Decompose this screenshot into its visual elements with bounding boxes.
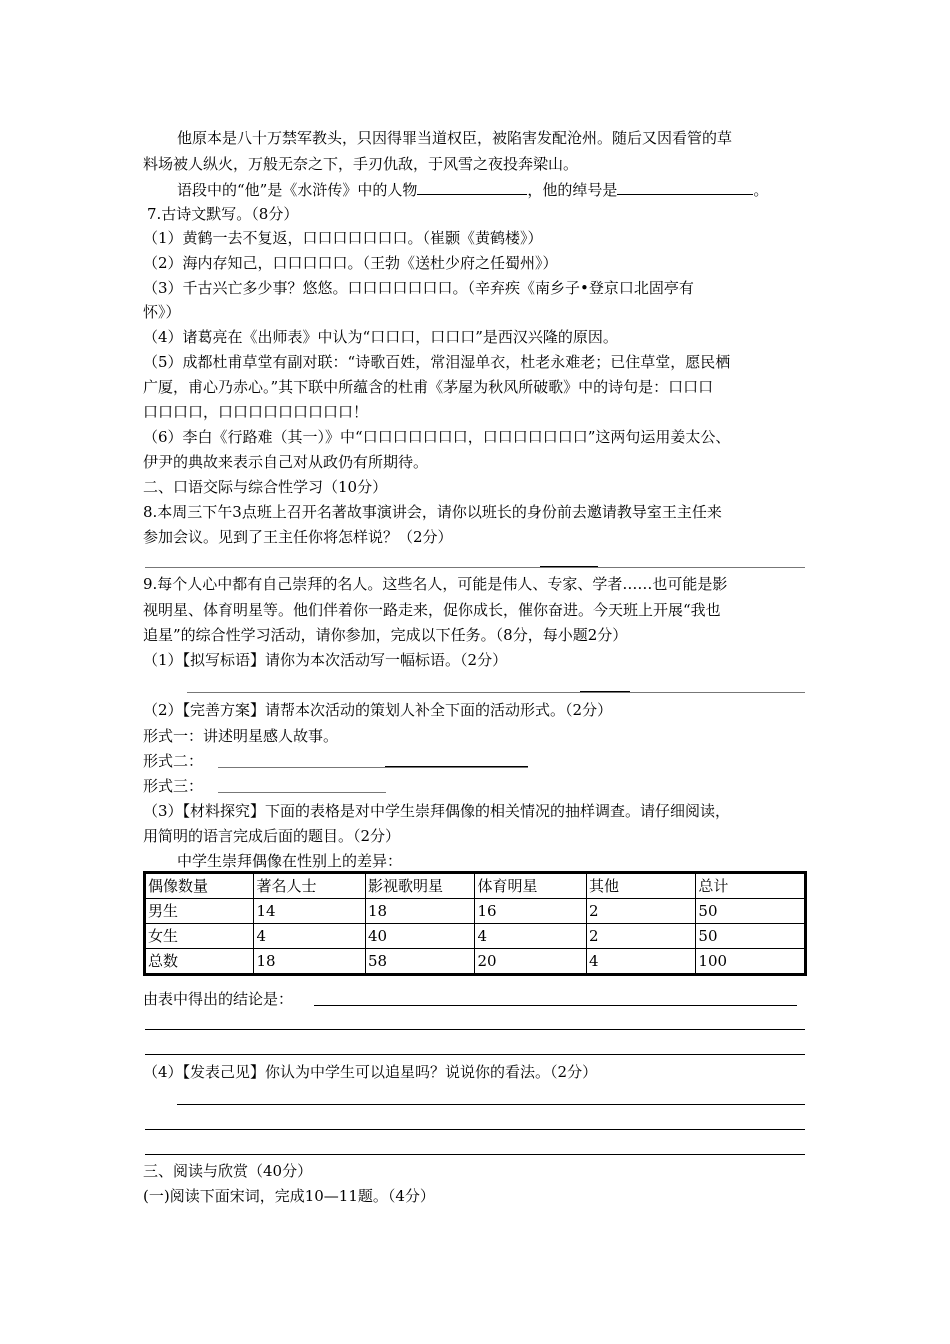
sub-question: （1）【拟写标语】请你为本次活动写一幅标语。（2分） <box>143 651 508 669</box>
table-cell: 16 <box>475 899 586 924</box>
table-cell: 2 <box>586 924 695 949</box>
table-cell: 40 <box>365 924 475 949</box>
table-header-cell: 体育明星 <box>475 873 586 899</box>
question-line: 参加会议。见到了王主任你将怎样说？（2分） <box>143 528 453 546</box>
question-line: 8.本周三下午3点班上召开名著故事演讲会，请你以班长的身份前去邀请教导室王主任来 <box>143 503 722 521</box>
question-item: （3）千古兴亡多少事？悠悠。口口口口口口口。（辛弃疾《南乡子•登京口北固亭有 <box>143 279 694 297</box>
question-item: 口口口口，口口口口口口口口口！ <box>143 403 369 421</box>
answer-line[interactable] <box>145 567 805 568</box>
question-item: 伊尹的典故来表示自己对从政仍有所期待。 <box>143 453 429 471</box>
answer-line-fragment <box>540 566 598 567</box>
table-cell: 14 <box>254 899 365 924</box>
table-cell: 男生 <box>145 899 254 924</box>
table-cell: 100 <box>696 949 806 975</box>
question-item: （6）李白《行路难（其一）》中“口口口口口口口，口口口口口口口”这两句运用姜太公、 <box>143 428 731 446</box>
table-header-cell: 其他 <box>586 873 695 899</box>
question-item: （4）诸葛亮在《出师表》中认为“口口口，口口口”是西汉兴隆的原因。 <box>143 328 618 346</box>
table-cell: 总数 <box>145 949 254 975</box>
table-header-cell: 总计 <box>696 873 806 899</box>
section-3-title: 三、阅读与欣赏（40分） <box>143 1162 313 1180</box>
question-title: 7.古诗文默写。（8分） <box>147 205 299 223</box>
passage-question <box>177 180 768 200</box>
table-cell: 2 <box>586 899 695 924</box>
question-item: （1）黄鹤一去不复返，口口口口口口口。（崔颢《黄鹤楼》） <box>143 229 543 247</box>
question-suffix: 。 <box>753 181 769 199</box>
section-3-subtitle: (一)阅读下面宋词，完成10—11题。（4分） <box>143 1187 435 1205</box>
table-header-cell: 著名人士 <box>254 873 365 899</box>
passage-line: 料场被人纵火，万般无奈之下，手刃仇敌，于风雪之夜投奔梁山。 <box>143 155 579 173</box>
answer-line-fragment <box>385 766 528 767</box>
answer-line-conclusion[interactable] <box>145 1054 805 1055</box>
survey-table <box>143 871 807 976</box>
answer-line-conclusion[interactable] <box>314 1005 797 1006</box>
activity-form: 形式二： <box>143 752 204 770</box>
activity-form: 形式一：讲述明星感人故事。 <box>143 727 339 745</box>
table-cell: 18 <box>254 949 365 975</box>
question-line: 追星”的综合性学习活动，请你参加，完成以下任务。（8分，每小题2分） <box>143 626 628 644</box>
sub-question: （2）【完善方案】请帮本次活动的策划人补全下面的活动形式。（2分） <box>143 701 613 719</box>
table-header-cell: 偶像数量 <box>145 873 254 899</box>
answer-blank-character[interactable] <box>417 180 527 195</box>
answer-line-form2[interactable] <box>218 767 528 768</box>
sub-question: 用简明的语言完成后面的题目。（2分） <box>143 827 401 845</box>
question-line: 视明星、体育明星等。他们伴着你一路走来，促你成长，催你奋进。今天班上开展“我也 <box>143 601 721 619</box>
answer-line-opinion[interactable] <box>145 1154 805 1155</box>
activity-form: 形式三： <box>143 777 204 795</box>
answer-line-form3[interactable] <box>218 792 386 793</box>
question-middle: ，他的绰号是 <box>527 181 618 199</box>
table-cell: 50 <box>696 899 806 924</box>
answer-line-fragment <box>580 691 630 692</box>
question-item: （2）海内存知己，口口口口口。（王勃《送杜少府之任蜀州》） <box>143 254 558 272</box>
table-caption: 中学生崇拜偶像在性别上的差异： <box>177 852 403 870</box>
table-cell: 4 <box>586 949 695 975</box>
table-cell: 20 <box>475 949 586 975</box>
question-prefix: 语段中的“他”是《水浒传》中的人物 <box>177 181 418 199</box>
answer-blank-nickname[interactable] <box>617 180 753 195</box>
table-cell: 58 <box>365 949 475 975</box>
section-2-title: 二、口语交际与综合性学习（10分） <box>143 478 388 496</box>
question-item: （5）成都杜甫草堂有副对联：“诗歌百姓，常泪湿单衣，杜老永难老；已住草堂，愿民栖 <box>143 353 731 371</box>
answer-line-opinion[interactable] <box>177 1104 805 1105</box>
answer-line-slogan[interactable] <box>187 692 805 693</box>
table-cell: 18 <box>365 899 475 924</box>
sub-question: （4）【发表己见】你认为中学生可以追星吗？说说你的看法。（2分） <box>143 1063 598 1081</box>
answer-line-conclusion[interactable] <box>145 1029 805 1030</box>
table-cell: 50 <box>696 924 806 949</box>
table-cell: 女生 <box>145 924 254 949</box>
table-row <box>145 899 806 924</box>
table-row <box>145 949 806 975</box>
sub-question: （3）【材料探究】下面的表格是对中学生崇拜偶像的相关情况的抽样调查。请仔细阅读， <box>143 802 731 820</box>
question-item: 怀》） <box>143 303 181 321</box>
table-header-cell: 影视歌明星 <box>365 873 475 899</box>
passage-line: 他原本是八十万禁军教头，只因得罪当道权臣，被陷害发配沧州。随后又因看管的草 <box>177 129 733 147</box>
table-cell: 4 <box>475 924 586 949</box>
conclusion-label: 由表中得出的结论是： <box>143 990 294 1008</box>
question-line: 9.每个人心中都有自己崇拜的名人。这些名人，可能是伟人、专家、学者……也可能是影 <box>143 575 728 593</box>
table-header-row <box>145 873 806 899</box>
table-row <box>145 924 806 949</box>
question-item: 广厦，甫心乃赤心。”其下联中所蕴含的杜甫《茅屋为秋风所破歌》中的诗句是：口口口 <box>143 378 714 396</box>
answer-line-opinion[interactable] <box>145 1129 805 1130</box>
table-cell: 4 <box>254 924 365 949</box>
